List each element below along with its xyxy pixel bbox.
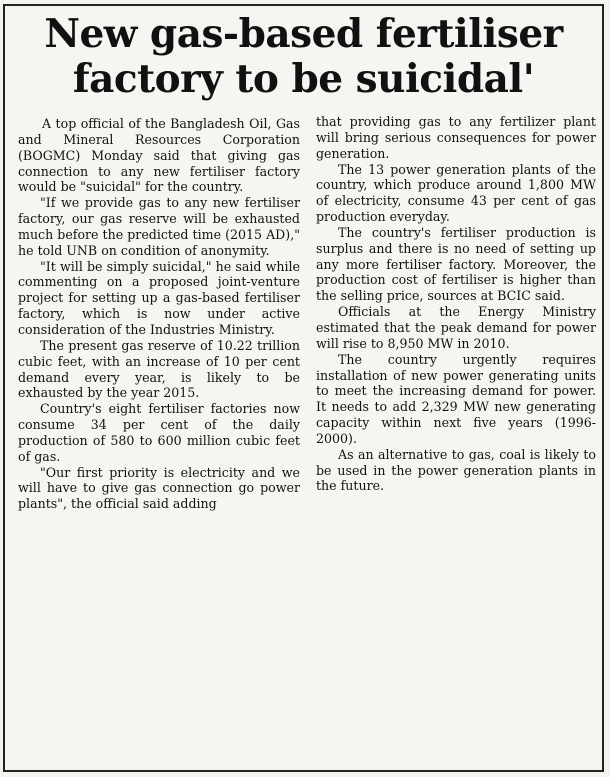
paragraph: The country's fertiliser production is surplus and there is no need of setting up any more fertiliser factory. Moreover, the production cost of fertiliser is higher than the selling price, sources at BCIC said. <box>316 224 596 304</box>
paragraph: Officials at the Energy Ministry estimated that the peak demand for power will rise to 8,950 MW in 2010. <box>316 304 596 351</box>
paragraph: The country urgently requires installation of new power generating units to meet the increasing demand for power. It needs to add 2,329 MW new generating capacity within next five years (1996-2000). <box>316 351 596 446</box>
paragraph: The 13 power generation plants of the country, which produce around 1,800 MW of electricity, consume 43 per cent of gas production everyday. <box>316 161 596 225</box>
paragraph: "If we provide gas to any new fertiliser factory, our gas reserve will be exhausted much before the predicted time (2015 AD)," he told UNB on condition of anonymity. <box>18 195 300 258</box>
paragraph: "It will be simply suicidal," he said while commenting on a proposed joint-venture project for setting up a gas-based fertiliser factory, which is now under active consideration of the Industries Ministry. <box>18 258 300 337</box>
article-column-left <box>18 116 300 512</box>
headline-line-2: factory to be suicidal' <box>72 56 535 102</box>
paragraph: Country's eight fertiliser factories now consume 34 per cent of the daily production of 580 to 600 million cubic feet of gas. <box>18 401 300 464</box>
headline-line-1: New gas-based fertiliser <box>44 11 563 57</box>
article-column-right <box>316 114 596 494</box>
paragraph: that providing gas to any fertilizer plant will bring serious consequences for power generation. <box>316 114 596 161</box>
paragraph: As an alternative to gas, coal is likely to be used in the power generation plants in the future. <box>316 446 596 494</box>
headline <box>5 12 602 102</box>
paragraph: The present gas reserve of 10.22 trillion cubic feet, with an increase of 10 per cent demand every year, is likely to be exhausted by the year 2015. <box>18 337 300 401</box>
paragraph: "Our first priority is electricity and we will have to give gas connection go power plants", the official said adding <box>18 464 300 512</box>
news-clipping <box>3 4 604 772</box>
paragraph: A top official of the Bangladesh Oil, Gas and Mineral Resources Corporation (BOGMC) Monday said that giving gas connection to any new fertiliser factory would be "suicidal" for the country. <box>18 116 300 195</box>
